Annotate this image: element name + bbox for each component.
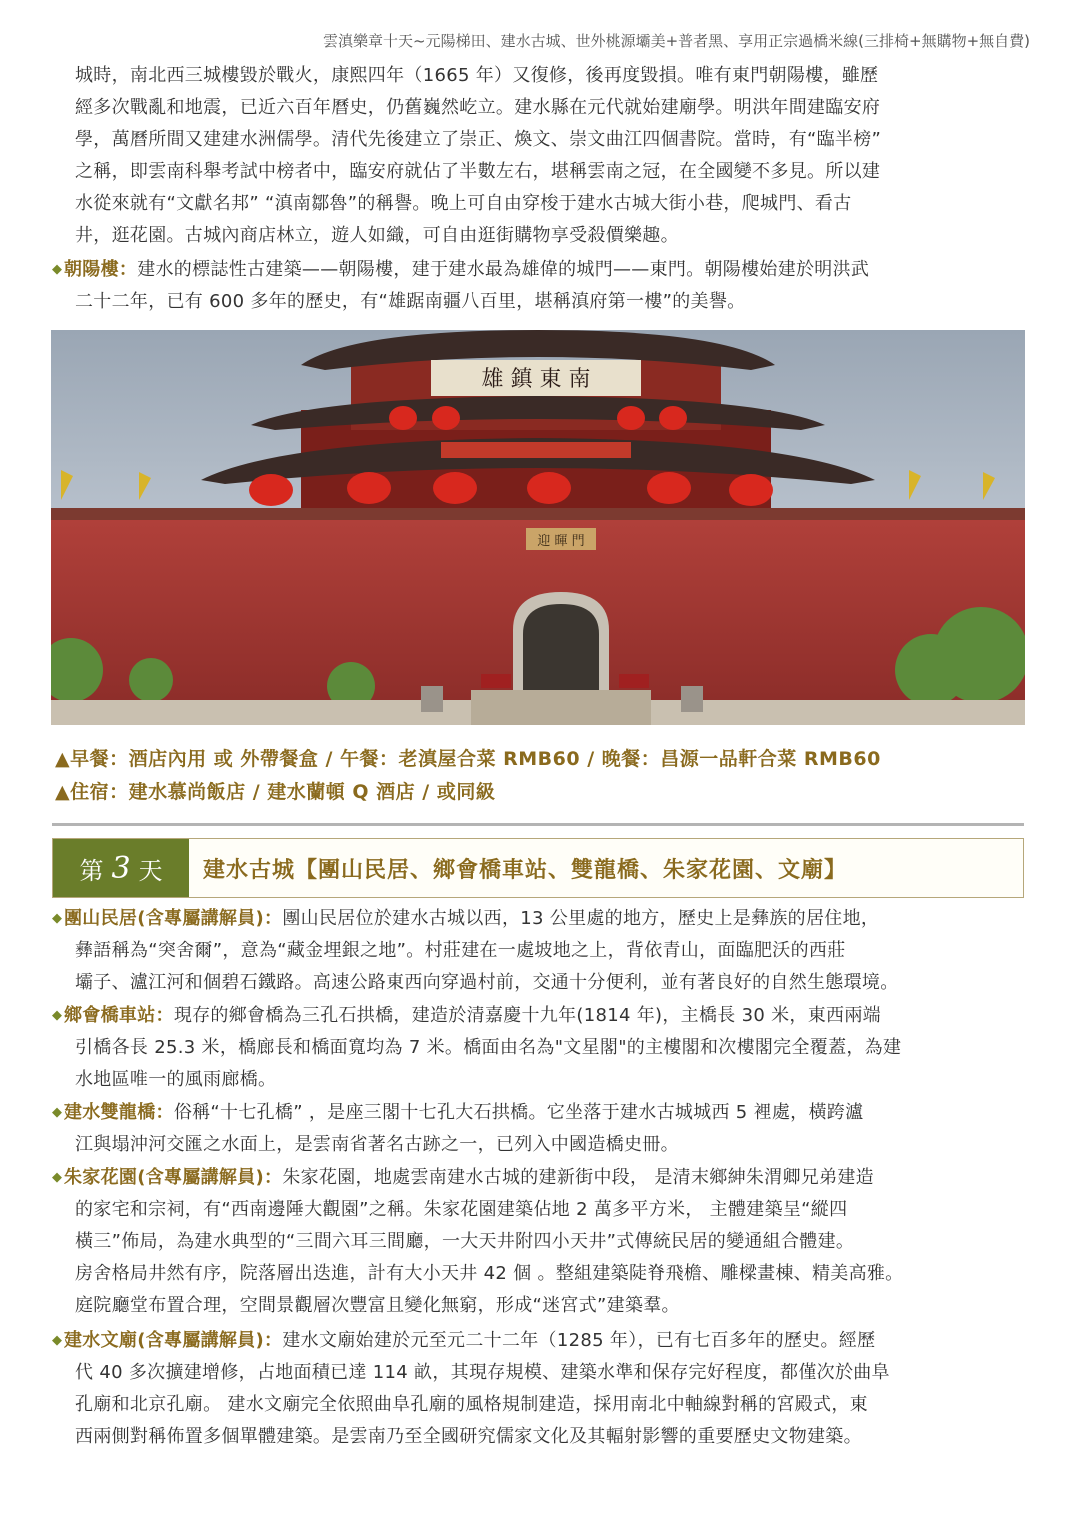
hotel-line: ▲住宿：建水慕尚飯店 / 建水蘭頓 Q 酒店 / 或同級 bbox=[55, 781, 496, 803]
diamond-bullet-icon: ◆ bbox=[52, 1105, 63, 1120]
item-text-cont: 彝語稱為“突舍爾”，意為“藏金埋銀之地”。村莊建在一處坡地之上，背依青山，面臨肥沃的西莊 bbox=[75, 940, 846, 961]
item-text-cont: 西兩側對稱佈置多個單體建築。是雲南乃至全國研究儒家文化及其輻射影響的重要歷史文物建築。 bbox=[75, 1426, 862, 1447]
gate-plaque-text: 迎 暉 門 bbox=[537, 534, 585, 549]
item-text: 朱家花園，地處雲南建水古城的建新街中段， 是清末鄉紳朱渭卿兄弟建造 bbox=[282, 1167, 874, 1188]
diamond-bullet-icon: ◆ bbox=[52, 911, 63, 926]
intro-line: 水從來就有“文獻名邦” “滇南鄒魯”的稱譽。晚上可自由穿梭于建水古城大街小巷，爬城門、看古 bbox=[75, 193, 852, 214]
intro-line: 之稱，即雲南科舉考試中榜者中，臨安府就佔了半數左右，堪稱雲南之冠，在全國變不多見。所以建 bbox=[75, 161, 881, 182]
item-text-cont: 庭院廳堂布置合理，空間景觀層次豐富且變化無窮，形成“迷宮式”建築羣。 bbox=[75, 1295, 680, 1316]
item-text-cont: 橫三”佈局，為建水典型的“三間六耳三間廳，一大天井附四小天井”式傳統民居的變通組合體建。 bbox=[75, 1231, 855, 1252]
diamond-bullet-icon: ◆ bbox=[52, 1008, 63, 1023]
item-tuanshan bbox=[52, 903, 1030, 999]
item-text: 建水文廟始建於元至元二十二年（1285 年），已有七百多年的歷史。經歷 bbox=[282, 1330, 876, 1351]
day-tag bbox=[53, 839, 189, 897]
item-text-cont: 壩子、瀘江河和個碧石鐵路。高速公路東西向穿過村前，交通十分便利，並有著良好的自然生態環境。 bbox=[75, 972, 899, 993]
intro-line: 學，萬曆所間又建建水洲儒學。清代先後建立了崇正、煥文、崇文曲江四個書院。當時，有“臨半榜” bbox=[75, 129, 882, 150]
document-header: 雲滇樂章十天~元陽梯田、建水古城、世外桃源壩美+普者黑、享用正宗過橋米線(三排椅+無購物+無自費) bbox=[323, 32, 1030, 50]
item-term: 朱家花園(含專屬講解員)： bbox=[64, 1167, 283, 1188]
item-text-cont: 代 40 多次擴建增修，占地面積已達 114 畝，其現存規模、建築水準和保存完好程度，都僅次於曲阜 bbox=[75, 1362, 890, 1383]
item-text-cont: 的家宅和宗祠，有“西南邊陲大觀園”之稱。朱家花園建築佔地 2 萬多平方米， 主體建築呈“縱四 bbox=[75, 1199, 848, 1220]
intro-line: 經多次戰亂和地震，已近六百年曆史，仍舊巍然屹立。建水縣在元代就始建廟學。明洪年間建臨安府 bbox=[75, 97, 881, 118]
day-title: 建水古城【團山民居、鄉會橋車站、雙龍橋、朱家花園、文廟】 bbox=[203, 857, 848, 883]
diamond-bullet-icon: ◆ bbox=[52, 1170, 63, 1185]
chaoyang-paragraph bbox=[52, 254, 1030, 318]
section-divider bbox=[52, 823, 1024, 826]
item-text-cont: 水地區唯一的風雨廊橋。 bbox=[75, 1069, 277, 1090]
meals-line: ▲早餐：酒店內用 或 外帶餐盒 / 午餐：老滇屋合菜 RMB60 / 晚餐：昌源一品軒合菜 RMB60 bbox=[55, 748, 881, 770]
day-header bbox=[52, 838, 1024, 898]
item-term: 團山民居(含專屬講解員)： bbox=[64, 908, 283, 929]
item-term: 鄉會橋車站： bbox=[64, 1005, 174, 1026]
item-text-cont: 江與塌沖河交匯之水面上，是雲南省著名古跡之一，已列入中國造橋史冊。 bbox=[75, 1134, 679, 1155]
diamond-bullet-icon: ◆ bbox=[52, 1333, 63, 1348]
item-shuanglong-bridge bbox=[52, 1097, 1030, 1161]
diamond-bullet-icon: ◆ bbox=[52, 262, 63, 277]
chaoyang-term: 朝陽樓： bbox=[64, 259, 138, 280]
chaoyang-tower-photo bbox=[51, 330, 1025, 725]
chaoyang-text: 建水的標誌性古建築——朝陽樓，建于建水最為雄偉的城門——東門。朝陽樓始建於明洪武 bbox=[137, 259, 870, 280]
item-zhu-garden bbox=[52, 1162, 1030, 1322]
item-term: 建水雙龍橋： bbox=[64, 1102, 174, 1123]
intro-line: 城時，南北西三城樓毀於戰火，康熙四年（1665 年）又復修，後再度毀損。唯有東門朝陽樓，雖歷 bbox=[75, 65, 879, 86]
item-text: 俗稱“十七孔橋” ，是座三閣十七孔大石拱橋。它坐落于建水古城城西 5 裡處，橫跨瀘 bbox=[173, 1102, 864, 1123]
tower-plaque-text: 雄 鎮 東 南 bbox=[481, 367, 591, 392]
day-suffix: 天 bbox=[138, 856, 163, 885]
day-number: 3 bbox=[111, 850, 131, 886]
item-text-cont: 引橋各長 25.3 米，橋廊長和橋面寬均為 7 米。橋面由名為"文星閣"的主樓閣和次樓閣完全覆蓋，為建 bbox=[75, 1037, 902, 1058]
item-text: 現存的鄉會橋為三孔石拱橋，建造於清嘉慶十九年(1814 年)，主橋長 30 米，東西兩端 bbox=[173, 1005, 881, 1026]
item-xianghui-bridge bbox=[52, 1000, 1030, 1096]
item-confucius-temple bbox=[52, 1325, 1030, 1453]
item-text-cont: 孔廟和北京孔廟。 建水文廟完全依照曲阜孔廟的風格規制建造，採用南北中軸線對稱的宮殿式，東 bbox=[75, 1394, 868, 1415]
item-text-cont: 房舍格局井然有序，院落層出迭進，計有大小天井 42 個 。整組建築陡脊飛檐、雕樑畫棟、精美高雅。 bbox=[75, 1263, 904, 1284]
item-term: 建水文廟(含專屬講解員)： bbox=[64, 1330, 283, 1351]
item-text: 團山民居位於建水古城以西，13 公里處的地方，歷史上是彝族的居住地， bbox=[282, 908, 880, 929]
chaoyang-text-cont: 二十二年，已有 600 多年的歷史，有“雄踞南疆八百里，堪稱滇府第一樓”的美譽。 bbox=[75, 291, 746, 312]
intro-line: 井，逛花園。古城內商店林立，遊人如織，可自由逛街購物享受殺價樂趣。 bbox=[75, 225, 679, 246]
intro-paragraph bbox=[75, 60, 1030, 252]
day-prefix: 第 bbox=[79, 856, 104, 885]
